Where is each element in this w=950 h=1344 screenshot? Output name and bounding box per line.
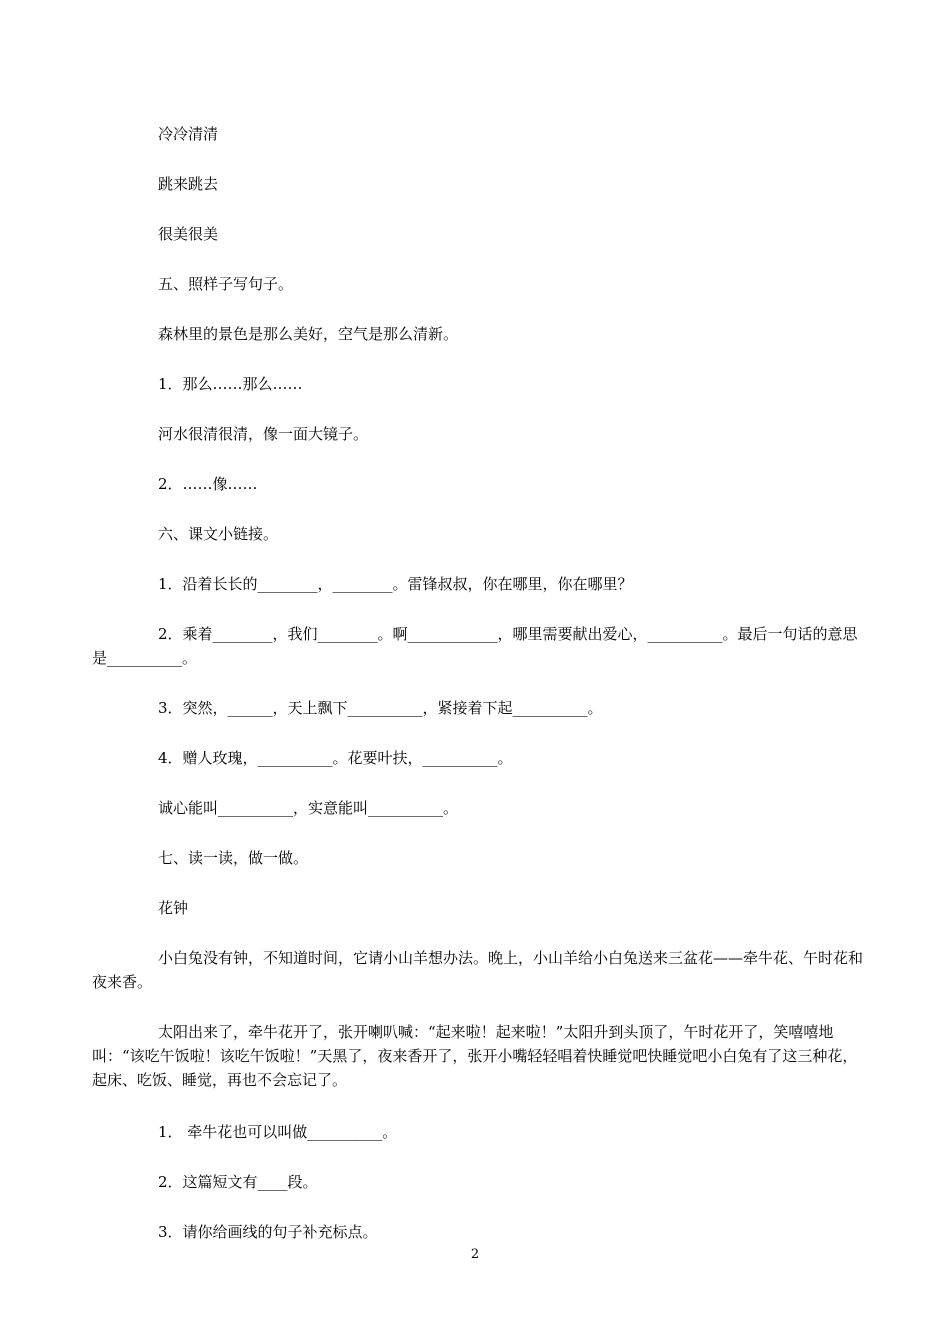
story-title: 花钟 bbox=[158, 899, 189, 917]
exercise-5-2: 2．……像…… bbox=[158, 475, 258, 493]
page-number: 2 bbox=[470, 1247, 480, 1262]
exercise-6-1: 1．沿着长长的________，________。雷锋叔叔，你在哪里，你在哪里？ bbox=[158, 575, 633, 593]
word-lenglengqingqing: 冷冷清清 bbox=[158, 125, 219, 143]
exercise-6-4-continued: 诚心能叫__________，实意能叫__________。 bbox=[158, 799, 459, 817]
exercise-6-4: 4．赠人玫瑰，__________。花要叶扶，__________。 bbox=[158, 749, 513, 767]
question-7-1: 1． 牵牛花也可以叫做__________。 bbox=[158, 1123, 398, 1141]
section-heading-5: 五、照样子写句子。 bbox=[158, 275, 294, 293]
exercise-5-1: 1．那么……那么…… bbox=[158, 375, 303, 393]
word-henmeihenmei: 很美很美 bbox=[158, 225, 219, 243]
question-7-3: 3．请你给画线的句子补充标点。 bbox=[158, 1223, 378, 1241]
section-heading-6: 六、课文小链接。 bbox=[158, 525, 279, 543]
exercise-6-2: 2．乘着________，我们________。啊____________，哪里需要献出爱心，__________。最后一句话的意思是__________。 bbox=[92, 625, 858, 667]
word-tiaolaitiaoqu: 跳来跳去 bbox=[158, 175, 219, 193]
section-heading-7: 七、读一读，做一做。 bbox=[158, 849, 309, 867]
example-sentence-2: 河水很清很清，像一面大镜子。 bbox=[158, 425, 369, 443]
question-7-2: 2．这篇短文有____段。 bbox=[158, 1173, 318, 1191]
story-paragraph-2: 太阳出来了，牵牛花开了，张开喇叭喊：“起来啦！起来啦！”太阳升到头顶了，午时花开了，笑嘻嘻地叫：“该吃午饭啦！该吃午饭啦！”天黑了，夜来香开了，张开小嘴轻轻唱着快睡觉吧快睡觉吧小白兔有了这三种花，起床、吃饭、睡觉，再也不会忘记了。 bbox=[92, 1023, 858, 1089]
exercise-6-3: 3．突然，______，天上飘下__________，紧接着下起__________。 bbox=[158, 699, 603, 717]
example-sentence-1: 森林里的景色是那么美好，空气是那么清新。 bbox=[158, 325, 459, 343]
story-paragraph-1: 小白兔没有钟，不知道时间，它请小山羊想办法。晚上，小山羊给小白兔送来三盆花——牵牛花、午时花和夜来香。 bbox=[92, 949, 864, 991]
